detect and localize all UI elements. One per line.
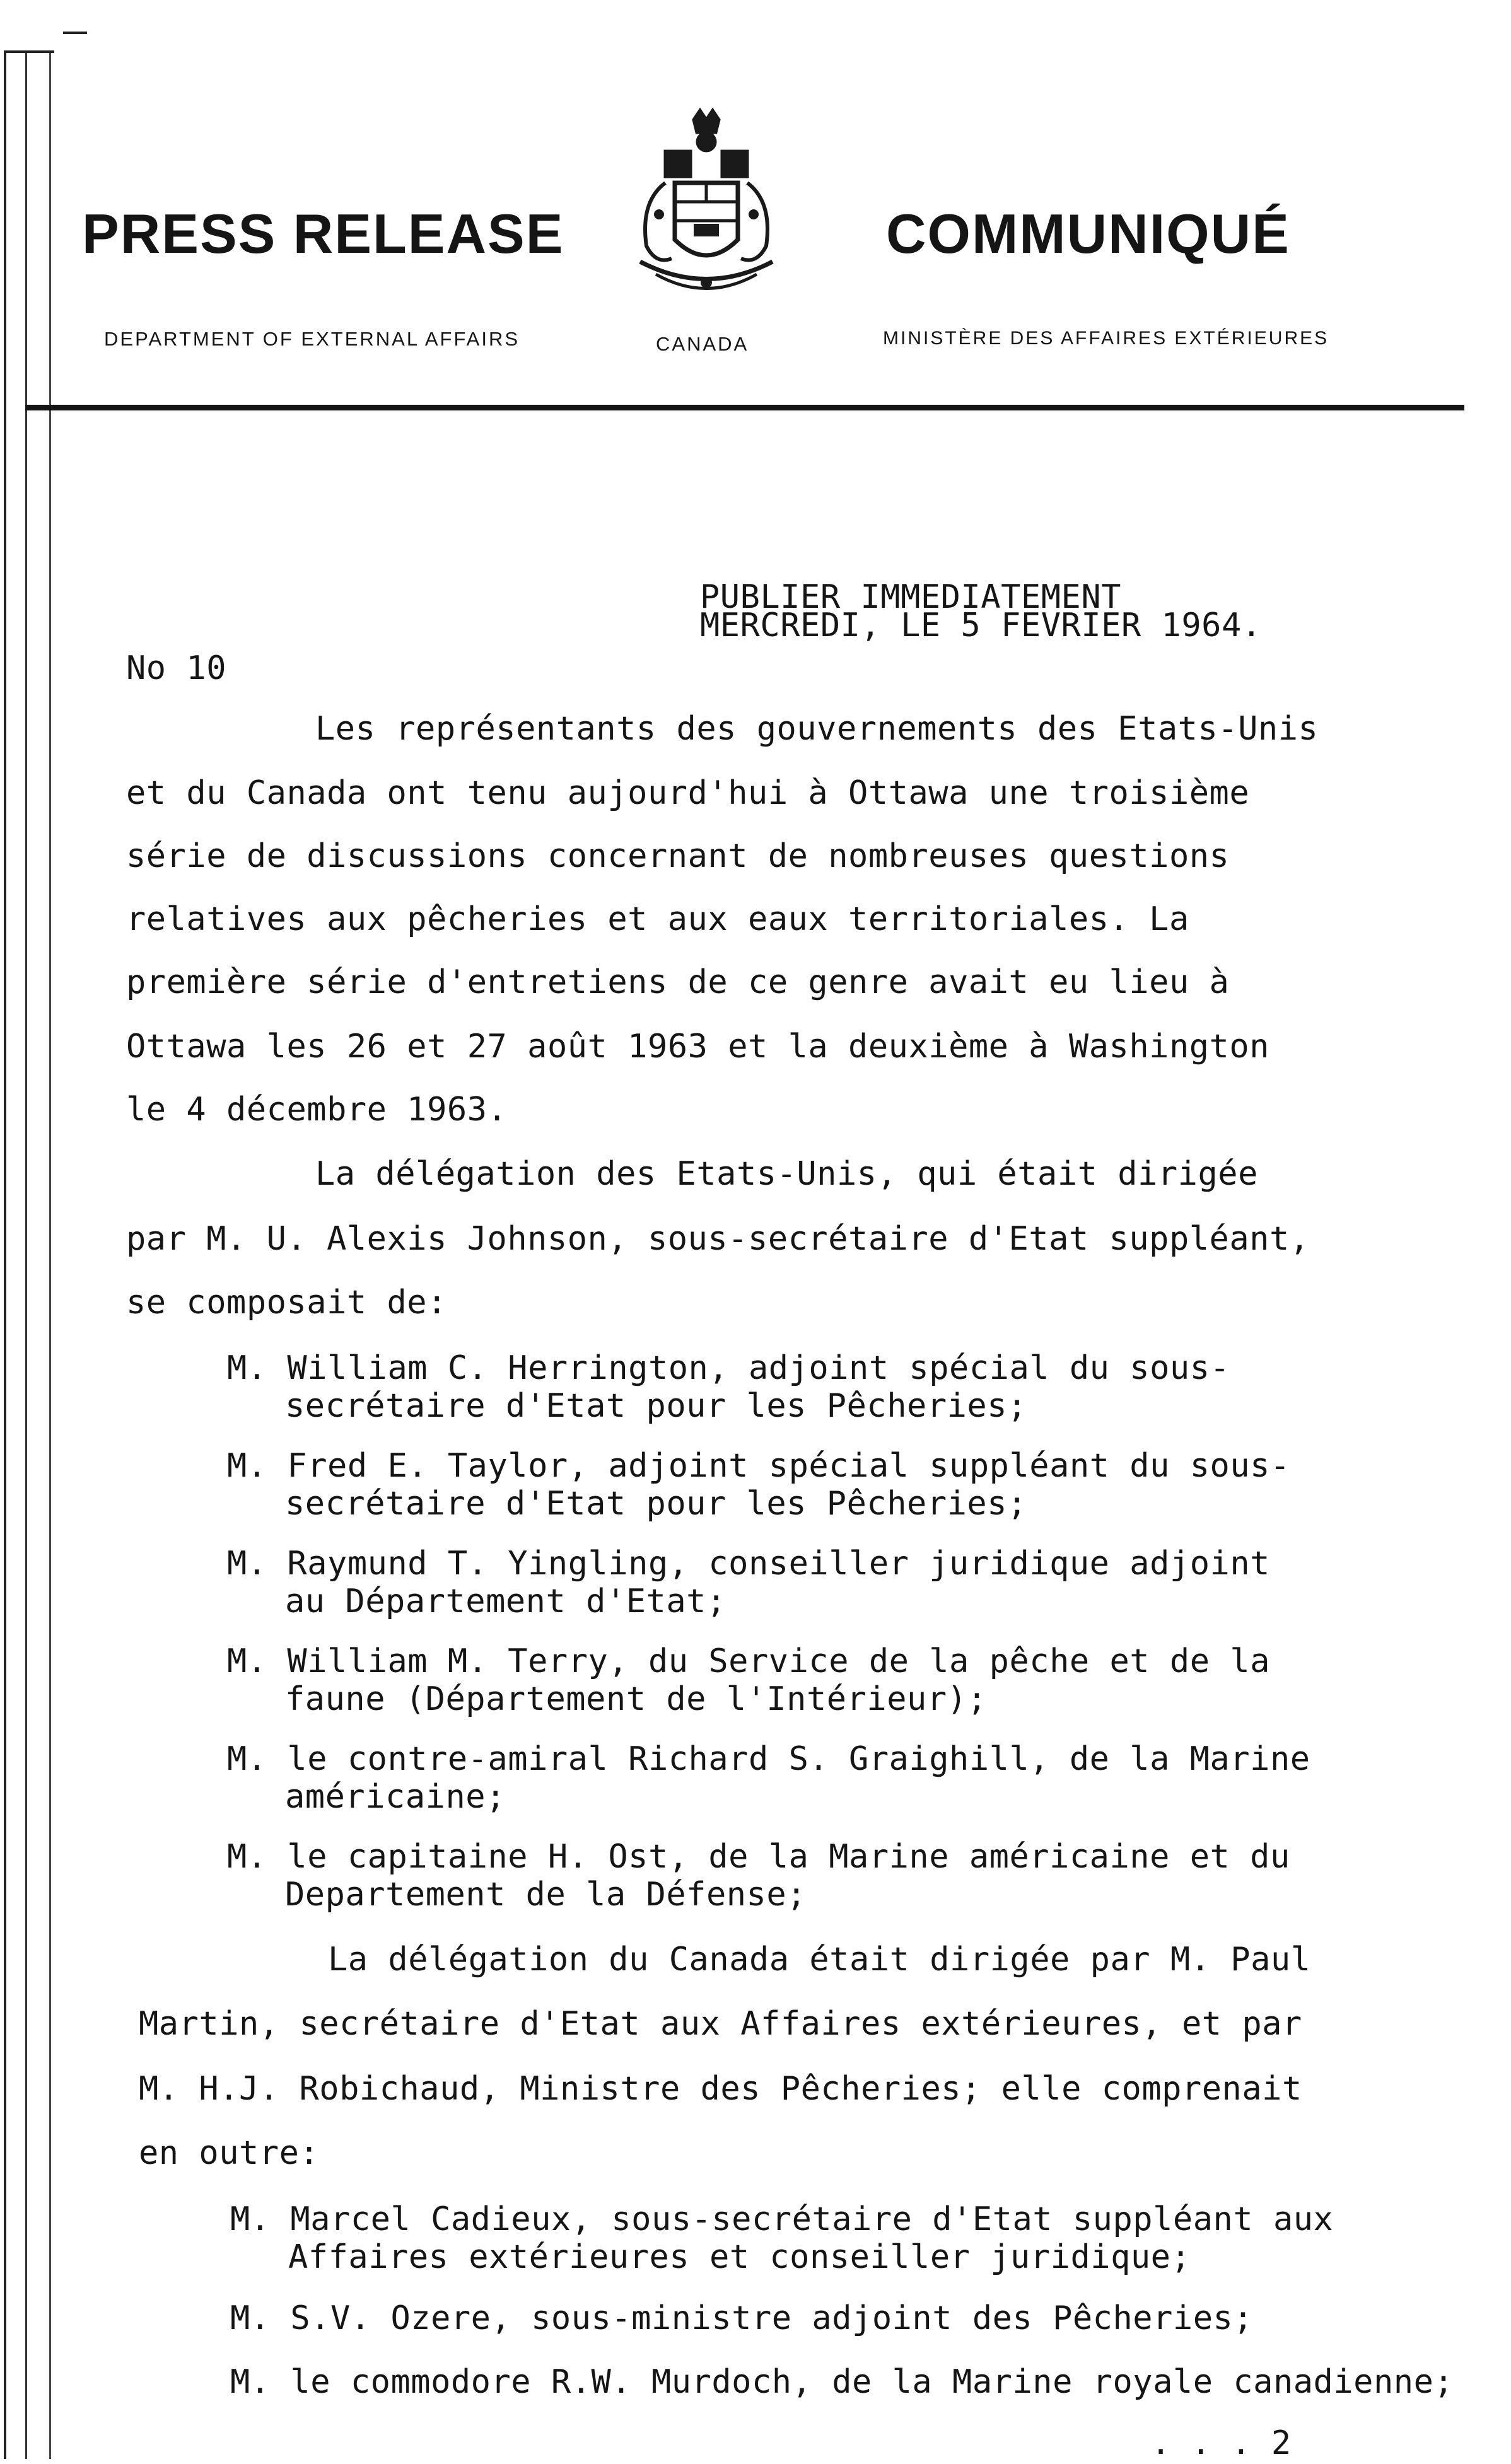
p1-line-2: et du Canada ont tenu aujourd'hui à Ottawa une troisième (126, 774, 1250, 812)
us-member-6-line-2: Departement de la Défense; (285, 1876, 807, 1914)
coat-of-arms-emblem (621, 107, 791, 315)
release-date: MERCREDI, LE 5 FEVRIER 1964. (700, 607, 1262, 644)
p2-line-3: se composait de: (126, 1284, 447, 1322)
p3-line-4: en outre: (139, 2134, 320, 2172)
us-member-1-line-2: secrétaire d'Etat pour les Pêcheries; (285, 1387, 1027, 1425)
country-label: CANADA (656, 333, 749, 355)
us-member-3-line-1: M. Raymund T. Yingling, conseiller juridique adjoint (227, 1545, 1270, 1583)
us-member-2-line-1: M. Fred E. Taylor, adjoint spécial suppléant du sous- (227, 1447, 1290, 1485)
us-member-1 (227, 1349, 1230, 1425)
p2-line-1: La délégation des Etats-Unis, qui était dirigée (315, 1155, 1258, 1193)
p3-line-2: Martin, secrétaire d'Etat aux Affaires extérieures, et par (139, 2005, 1302, 2043)
left-margin-hook (4, 50, 54, 53)
p1-line-6: Ottawa les 26 et 27 août 1963 et la deuxième à Washington (126, 1028, 1269, 1066)
communique-title: COMMUNIQUÉ (886, 202, 1290, 265)
press-release-title: PRESS RELEASE (82, 202, 564, 265)
us-member-3 (227, 1545, 1270, 1620)
top-corner-mark (63, 32, 87, 34)
us-member-5 (227, 1740, 1310, 1816)
us-member-5-line-1: M. le contre-amiral Richard S. Graighill, de la Marine (227, 1740, 1310, 1778)
us-member-6-line-1: M. le capitaine H. Ost, de la Marine américaine et du (227, 1838, 1290, 1876)
p1-line-4: relatives aux pêcheries et aux eaux territoriales. La (126, 900, 1189, 938)
department-french: MINISTÈRE DES AFFAIRES EXTÉRIEURES (883, 328, 1329, 349)
p1-line-1: Les représentants des gouvernements des Etats-Unis (315, 710, 1319, 748)
release-number: No 10 (126, 649, 227, 687)
us-member-1-line-1: M. William C. Herrington, adjoint spécial du sous- (227, 1349, 1230, 1387)
us-member-6 (227, 1838, 1290, 1914)
header-rule (25, 405, 1464, 410)
p3-line-3: M. H.J. Robichaud, Ministre des Pêcheries; elle comprenait (139, 2070, 1302, 2108)
p2-line-2: par M. U. Alexis Johnson, sous-secrétaire d'Etat suppléant, (126, 1220, 1310, 1258)
us-member-4 (227, 1642, 1270, 1718)
p1-line-7: le 4 décembre 1963. (126, 1091, 508, 1129)
ca-member-1-line-1: M. Marcel Cadieux, sous-secrétaire d'Etat suppléant aux (230, 2200, 1334, 2238)
department-english: DEPARTMENT OF EXTERNAL AFFAIRS (104, 328, 520, 350)
left-margin-line-inner (25, 50, 27, 2459)
left-margin-line-third (49, 50, 51, 2459)
us-member-5-line-2: américaine; (285, 1778, 506, 1816)
page-continuation: . . . 2 (1151, 2424, 1292, 2462)
p1-line-3: série de discussions concernant de nombreuses questions (126, 837, 1230, 875)
us-member-3-line-2: au Département d'Etat; (285, 1583, 726, 1620)
p1-line-5: première série d'entretiens de ce genre avait eu lieu à (126, 963, 1230, 1001)
us-member-2-line-2: secrétaire d'Etat pour les Pêcheries; (285, 1485, 1027, 1523)
ca-member-1 (230, 2200, 1333, 2276)
us-member-4-line-2: faune (Département de l'Intérieur); (285, 1680, 988, 1718)
left-margin-line-outer (4, 50, 6, 2459)
p3-line-1: La délégation du Canada était dirigée par M. Paul (328, 1941, 1311, 1979)
us-member-4-line-1: M. William M. Terry, du Service de la pêche et de la (227, 1642, 1270, 1680)
us-member-2 (227, 1447, 1290, 1523)
release-instruction: PUBLIER IMMEDIATEMENT (700, 578, 1121, 616)
ca-member-1-line-2: Affaires extérieures et conseiller juridique; (288, 2238, 1191, 2276)
ca-member-3: M. le commodore R.W. Murdoch, de la Marine royale canadienne; (230, 2363, 1454, 2401)
ca-member-2: M. S.V. Ozere, sous-ministre adjoint des Pêcheries; (230, 2299, 1254, 2337)
